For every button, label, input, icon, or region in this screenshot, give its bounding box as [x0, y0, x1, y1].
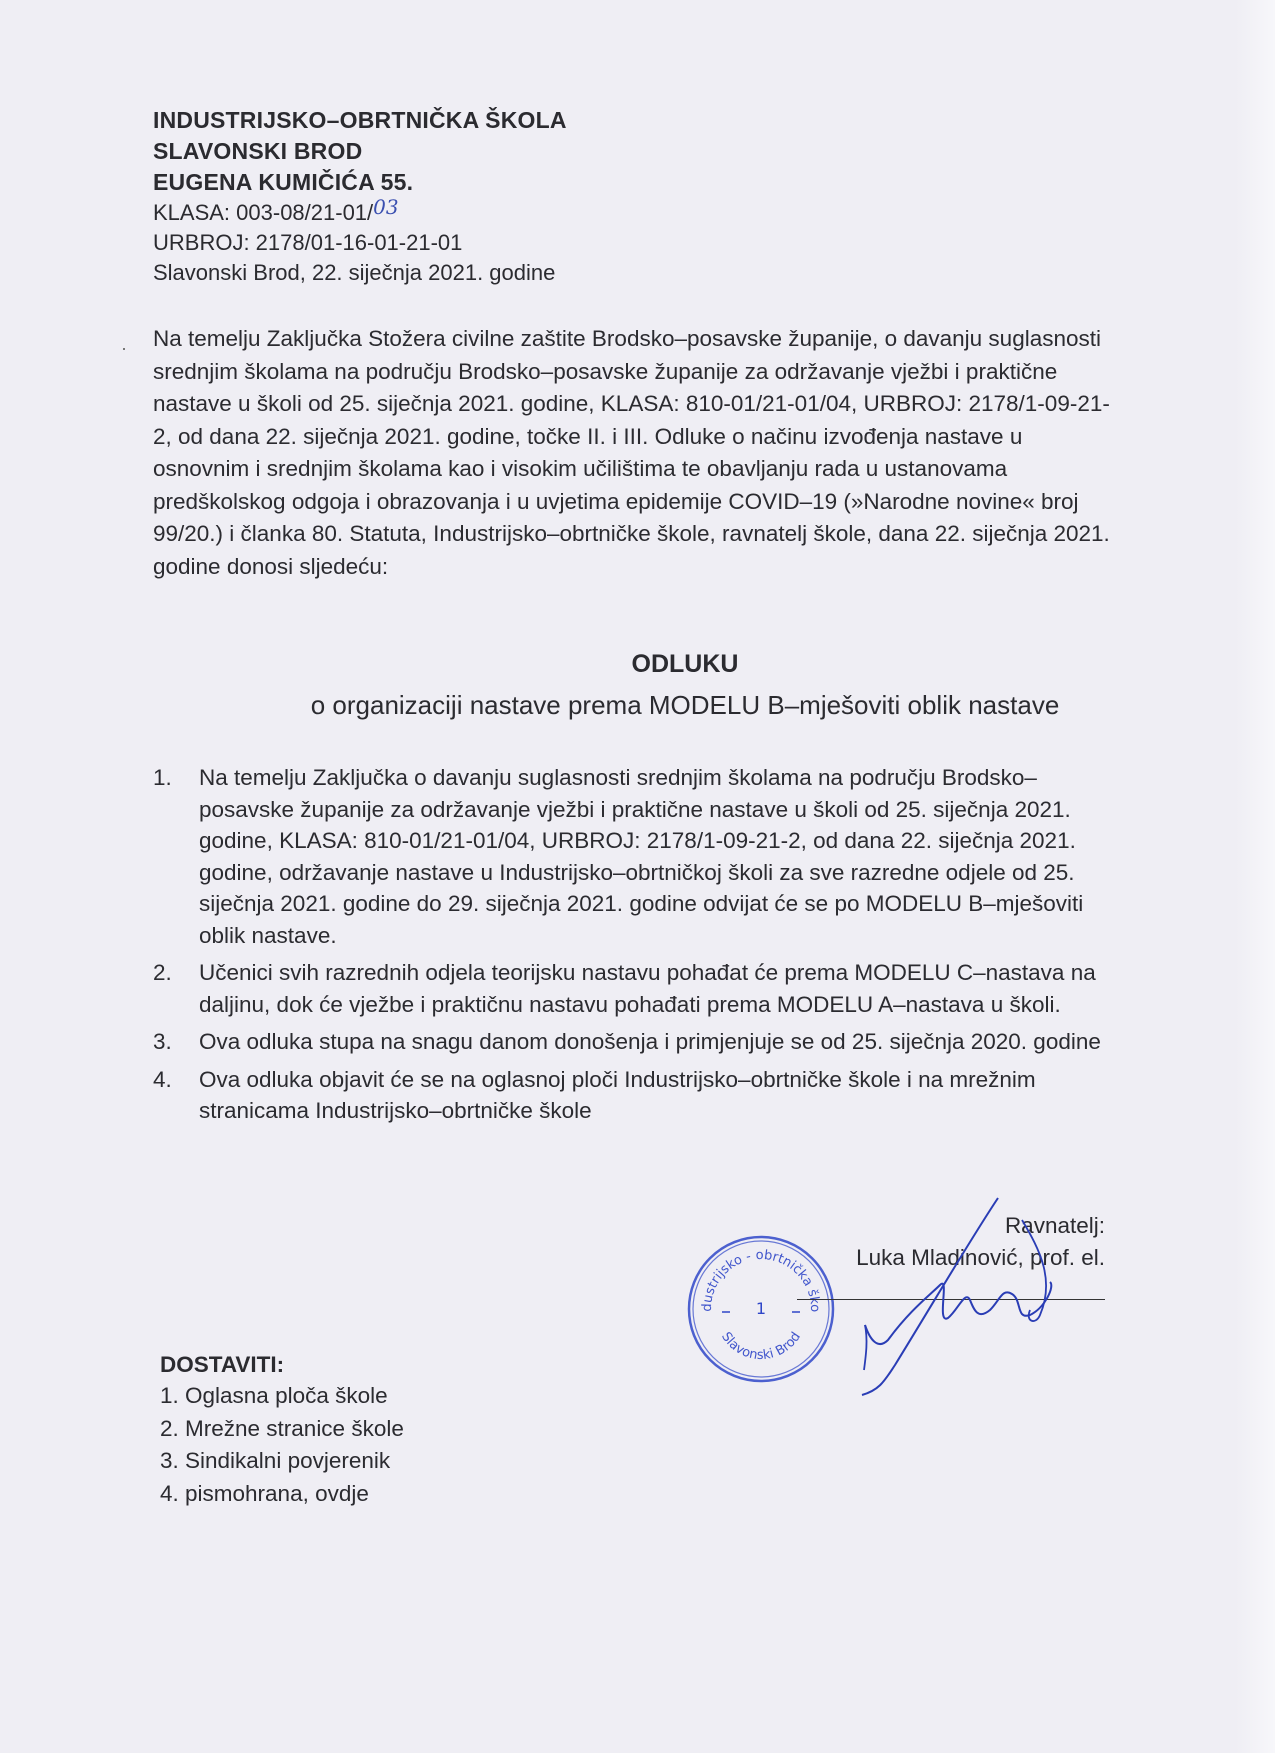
list-item [153, 762, 1113, 951]
urbroj-line: URBROJ: 2178/01-16-01-21-01 [153, 230, 463, 255]
signature-icon [840, 1190, 1100, 1400]
distribution-title: DOSTAVITI: [160, 1352, 285, 1377]
item-text: Učenici svih razrednih odjela teorijsku nastavu pohađat će prema MODELU C–nastava na daljinu, dok će vježbe i praktičnu nastavu pohađati prema MODELU A–nastava u školi. [199, 960, 1096, 1017]
stamp-text-top: dustrijsko - obrtnička ško [699, 1247, 823, 1313]
school-name: INDUSTRIJSKO–OBRTNIČKA ŠKOLA [153, 107, 567, 133]
handwritten-signature [840, 1190, 1100, 1405]
place-date-line: Slavonski Brod, 22. siječnja 2021. godine [153, 260, 556, 285]
item-number: 1. [153, 765, 172, 790]
list-item [153, 957, 1113, 1020]
document-header [153, 105, 853, 288]
decision-title: ODLUKU [631, 650, 739, 678]
item-number: 2. [153, 960, 172, 985]
signatory-role: Ravnatelj: [1004, 1213, 1105, 1238]
list-item: 3. Sindikalni povjerenik [160, 1448, 391, 1473]
decision-subtitle: o organizaciji nastave prema MODELU B–mješoviti oblik nastave [310, 690, 1060, 720]
list-item: 4. pismohrana, ovdje [160, 1480, 369, 1506]
decision-items [153, 762, 1113, 1133]
klasa-handwritten-number: 03 [373, 195, 399, 219]
list-item: 2. Mrežne stranice škole [160, 1415, 404, 1441]
stamp-number: 1 [755, 1299, 767, 1318]
item-text: Na temelju Zaključka o davanju suglasnosti srednjim školama na području Brodsko–posavske županije za održavanje vježbi i praktične nastave u školi od 25. siječnja 2021. godine, KLASA: 810-01/21-01/04, URBROJ: 2178/1-09-21-2, od dana 22. siječnja 2021. godine, održavanje nastave u Industrijsko–obrtničkoj školi za sve razredne odjele od 25. siječnja 2021. godine do 29. siječnja 2021. godine odvijat će se po MODELU B–mješoviti oblik nastave. [199, 765, 1084, 948]
intro-paragraph: Na temelju Zaključka Stožera civilne zaštite Brodsko–posavske županije, o davanju suglasnosti srednjim školama na području Brodsko–posavske županije za održavanje vježbi i praktične nastave u školi od 25. siječnja 2021. godine, KLASA: 810-01/21-01/04, URBROJ: 2178/1-09-21-2, od dana 22. siječnja 2021. godine, točke II. i III. Odluke o načinu izvođenja nastave u osnovnim i srednjim školama kao i visokim učilištima te obavljanju rada u ustanovama predškolskog odgoja i obrazovanja i u uvjetima epidemije COVID–19 (»Narodne novine« broj 99/20.) i članka 80. Statuta, Industrijsko–obrtničke škole, ravnatelj škole, dana 22. siječnja 2021. godine donosi sljedeću: [153, 326, 1110, 579]
signatory-name: Luka Mladinović, prof. el. [856, 1245, 1105, 1270]
svg-text:Slavonski Brod [718, 1330, 804, 1363]
distribution-list [160, 1380, 404, 1510]
list-item [153, 1026, 1113, 1058]
klasa-line [153, 195, 853, 228]
item-text: Ova odluka stupa na snagu danom donošenja i primjenjuje se od 25. siječnja 2020. godine [199, 1029, 1101, 1054]
page-edge [1235, 0, 1275, 1753]
item-number: 3. [153, 1029, 172, 1054]
item-text: Ova odluka objavit će se na oglasnoj ploči Industrijsko–obrtničke škole i na mrežnim stranicama Industrijsko–obrtničke škole [199, 1066, 1036, 1123]
scan-speck [123, 348, 125, 350]
klasa-prefix: KLASA: 003-08/21-01/ [153, 200, 374, 225]
stamp-text-bottom: Slavonski Brod [718, 1329, 804, 1364]
item-number: 4. [153, 1066, 172, 1092]
school-city: SLAVONSKI BROD [153, 138, 363, 164]
list-item [153, 1064, 1113, 1127]
school-address: EUGENA KUMIČIĆA 55. [153, 169, 414, 195]
list-item: 1. Oglasna ploča škole [160, 1383, 388, 1408]
